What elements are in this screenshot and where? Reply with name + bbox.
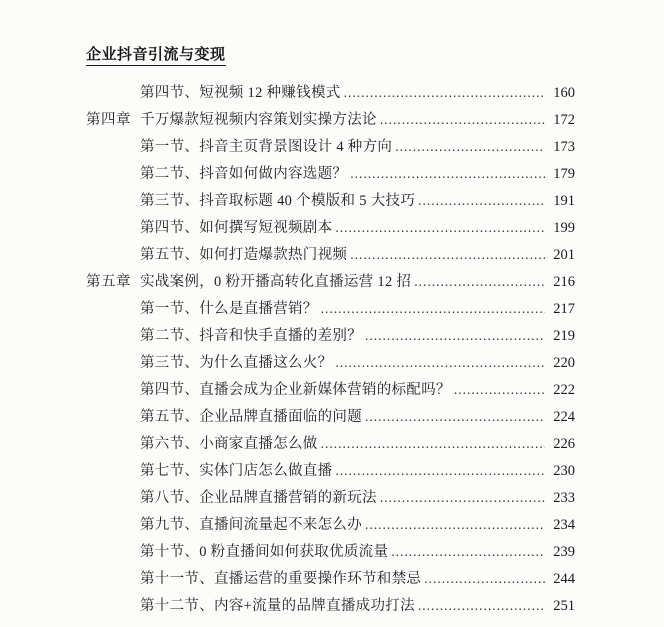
toc-entry <box>86 538 575 565</box>
toc-entry-title: 第五节、如何打造爆款热门视频 <box>140 247 348 263</box>
toc-chapter-number: 第四章 <box>86 112 131 128</box>
toc-entry <box>86 457 575 484</box>
toc-chapter-number: 第五章 <box>86 274 131 290</box>
dot-leader <box>321 430 545 458</box>
toc-entry-title: 第三节、抖音取标题 40 个模版和 5 大技巧 <box>140 193 416 209</box>
toc-entry-title: 第十一节、直播运营的重要操作环节和禁忌 <box>140 571 422 587</box>
toc-entry-title: 第十节、0 粉直播间如何获取优质流量 <box>140 544 389 560</box>
toc-entry-page-number: 172 <box>553 112 575 128</box>
toc-entry-page-number: 226 <box>553 436 575 452</box>
toc-entry-title: 第五节、企业品牌直播面临的问题 <box>140 409 362 425</box>
toc-entry <box>86 592 575 619</box>
toc-entry-title: 第六节、小商家直播怎么做 <box>140 436 318 452</box>
toc-entry <box>86 484 575 511</box>
document-header-title: 企业抖音引流与变现 <box>86 43 226 66</box>
toc-entry-page-number: 224 <box>553 409 575 425</box>
toc-entry-title: 第三节、为什么直播这么火？ <box>140 355 333 371</box>
toc-entry-page-number: 179 <box>553 166 575 182</box>
dot-leader <box>391 538 545 566</box>
toc-entry-page-number: 216 <box>553 274 575 290</box>
toc-entry-title: 千万爆款短视频内容策划实操方法论 <box>140 112 377 128</box>
dot-leader <box>365 511 545 539</box>
dot-leader <box>335 457 545 485</box>
dot-leader <box>365 322 545 350</box>
dot-leader <box>424 565 545 593</box>
toc-entry <box>86 565 575 592</box>
toc-entry-page-number: 219 <box>553 328 575 344</box>
toc-entry-title: 第九节、直播间流量起不来怎么办 <box>140 517 362 533</box>
toc-entry <box>86 403 575 430</box>
toc-entry-title: 第一节、抖音主页背景图设计 4 种方向 <box>140 139 393 155</box>
toc-entry-page-number: 217 <box>553 301 575 317</box>
toc-entry <box>86 268 575 295</box>
toc-entry-page-number: 239 <box>553 544 575 560</box>
toc-entry-title: 实战案例，0 粉开播高转化直播运营 12 招 <box>140 274 412 290</box>
dot-leader <box>335 214 545 242</box>
toc-entry-title: 第二节、抖音如何做内容选题？ <box>140 166 348 182</box>
toc-entry <box>86 133 575 160</box>
toc-entry <box>86 160 575 187</box>
toc-entry-title: 第八节、企业品牌直播营销的新玩法 <box>140 490 377 506</box>
toc-entry-page-number: 201 <box>553 247 575 263</box>
toc-entry <box>86 295 575 322</box>
toc-entry-title: 第二节、抖音和快手直播的差别？ <box>140 328 362 344</box>
dot-leader <box>380 484 545 512</box>
toc-entry-title: 第四节、短视频 12 种赚钱模式 <box>140 85 341 101</box>
dot-leader <box>335 349 545 377</box>
dot-leader <box>344 79 545 107</box>
dot-leader <box>350 241 545 269</box>
toc-entry <box>86 241 575 268</box>
toc-entry-page-number: 251 <box>553 598 575 614</box>
toc-entry-title: 第十二节、内容+流量的品牌直播成功打法 <box>140 598 415 614</box>
toc-entry-title: 第四节、如何撰写短视频剧本 <box>140 220 333 236</box>
toc-entry-page-number: 160 <box>553 85 575 101</box>
dot-leader <box>418 592 545 620</box>
toc-entry <box>86 511 575 538</box>
toc-entry <box>86 214 575 241</box>
toc-entry <box>86 322 575 349</box>
dot-leader <box>380 106 545 134</box>
toc-entry <box>86 376 575 403</box>
dot-leader <box>350 160 545 188</box>
dot-leader <box>321 295 545 323</box>
dot-leader <box>365 403 545 431</box>
toc-entry-page-number: 234 <box>553 517 575 533</box>
toc-entry-page-number: 222 <box>553 382 575 398</box>
dot-leader <box>414 268 545 296</box>
toc-entry-title: 第四节、直播会成为企业新媒体营销的标配吗？ <box>140 382 451 398</box>
toc-entry-page-number: 233 <box>553 490 575 506</box>
toc-entry-title: 第七节、实体门店怎么做直播 <box>140 463 333 479</box>
toc-entry <box>86 349 575 376</box>
toc-entry-page-number: 230 <box>553 463 575 479</box>
toc-entry-page-number: 199 <box>553 220 575 236</box>
toc-list <box>86 79 575 619</box>
dot-leader <box>418 187 545 215</box>
toc-entry <box>86 187 575 214</box>
toc-entry-page-number: 220 <box>553 355 575 371</box>
toc-entry-page-number: 244 <box>553 571 575 587</box>
dot-leader <box>395 133 545 161</box>
toc-entry <box>86 106 575 133</box>
toc-entry-page-number: 191 <box>553 193 575 209</box>
toc-entry <box>86 79 575 106</box>
toc-entry <box>86 430 575 457</box>
dot-leader <box>454 376 545 404</box>
toc-entry-title: 第一节、什么是直播营销？ <box>140 301 318 317</box>
toc-entry-page-number: 173 <box>553 139 575 155</box>
